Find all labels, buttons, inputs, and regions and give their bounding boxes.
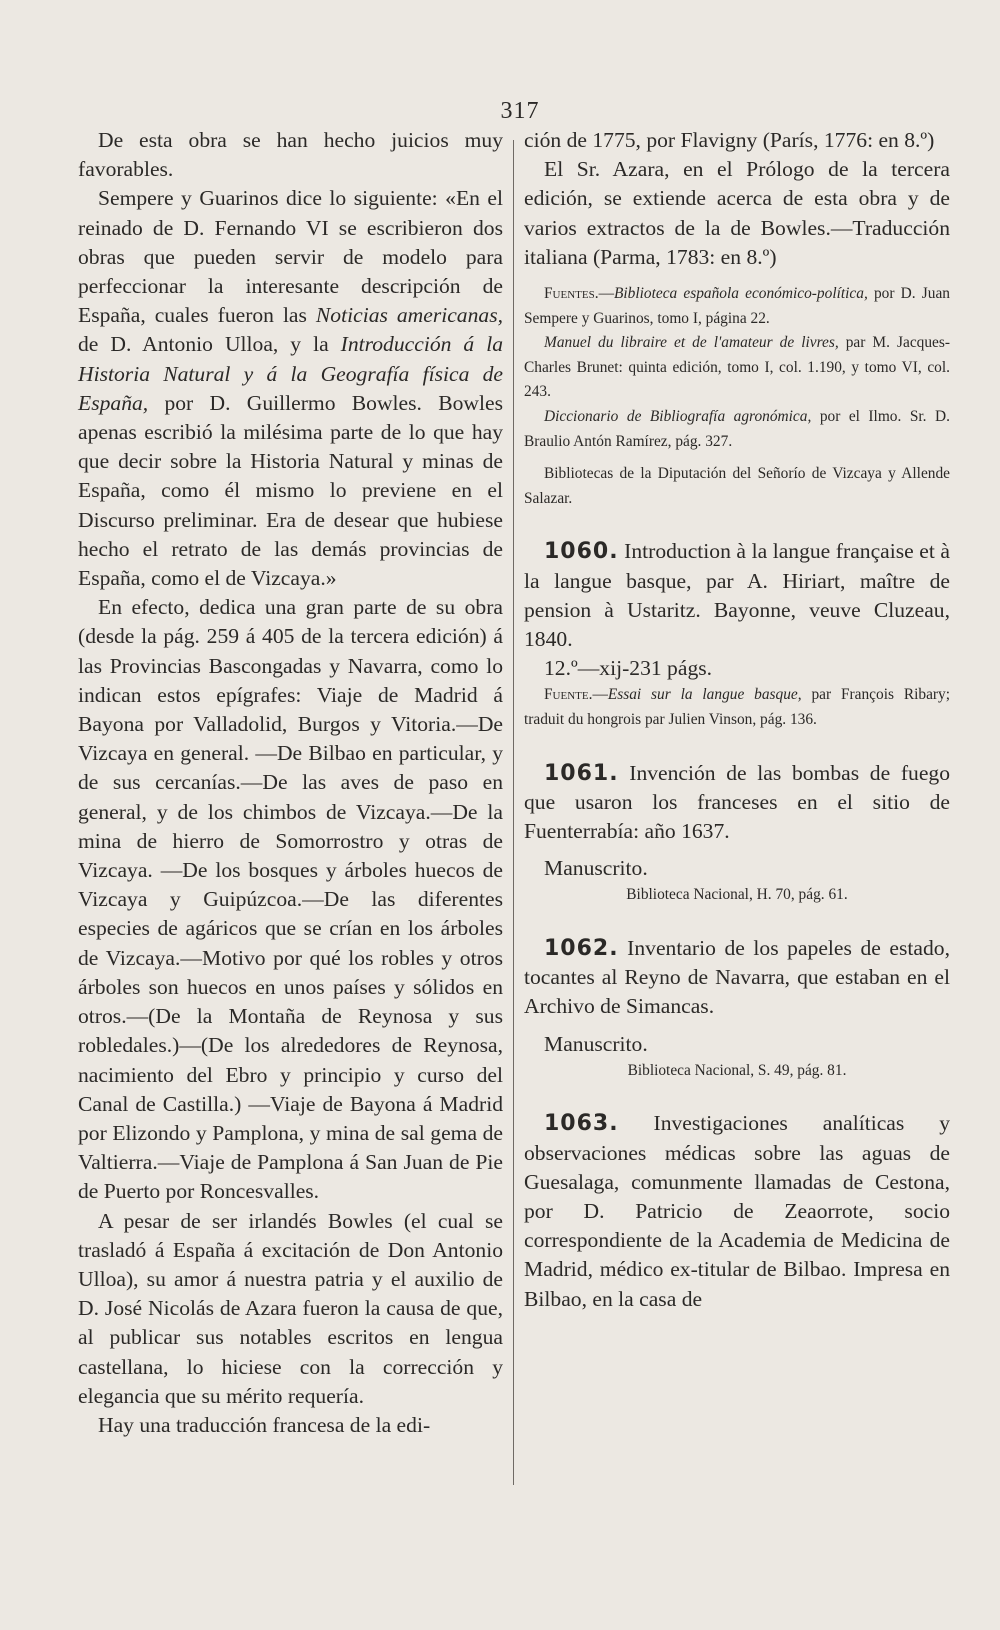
column-divider <box>513 140 514 1485</box>
entry-location: Biblioteca Nacional, H. 70, pág. 61. <box>626 886 848 904</box>
entry-1063 <box>524 1109 950 1313</box>
entry-format: 12.º—xij-231 págs. <box>544 656 713 681</box>
entry-number: 1063. <box>544 1111 619 1137</box>
entry-1061 <box>524 759 950 847</box>
source-2-detail: par M. Jacques-Charles Brunet: quinta edición, tomo I, col. 1.190, y tomo VI, col. 243. <box>524 334 950 401</box>
left-column <box>78 126 503 1440</box>
entry-title: Inventario de los papeles de estado, tocantes al Reyno de Navarra, que estaban en el Archivo de Simancas. <box>524 935 950 1019</box>
paragraph-epigrafes: En efecto, dedica una gran parte de su obra (desde la pág. 259 á 405 de la tercera edición) á las Provincias Bascongadas y Navarra, como lo indican estos epígrafes: Viaje de Madrid á Bayona por Valladolid, Burgos y Vitoria.—De Vizcaya en general. —De Bilbao en particular, y de sus cercanías.—De las aves de paso en general, y de los chimbos de Vizcaya.—De la mina de hierro de Somorrostro y otras de Vizcaya. —De los bosques y árboles huecos de Vizcaya y Guipúzcoa.—De las diferentes especies de agáricos que se crían en los árboles de Vizcaya.—Motivo por qué los robles y otros árboles son huecos en unos países y sólidos en otros.—(De la Montaña de Reynosa y sus robledales.)—(De los alrededores de Reynosa, nacimiento del Ebro y principio y curso del Canal de Castilla.) —Viaje de Bayona á Madrid por Elizondo y Pamplona, y mina de sal gema de Valtierra.—Viaje de Pamplona á San Juan de Pie de Puerto por Roncesvalles. <box>78 595 503 1204</box>
entry-title: Invención de las bombas de fuego que usaron los franceses en el sitio de Fuenterrabía: año 1637. <box>524 760 950 843</box>
source-2-title: Manuel du libraire et de l'amateur de livres, <box>544 334 839 352</box>
entry-1062 <box>524 934 950 1022</box>
entry-format: Manuscrito. <box>544 1031 648 1056</box>
right-column <box>524 126 950 1314</box>
libraries: Bibliotecas de la Diputación del Señorío de Vizcaya y Allende Salazar. <box>524 465 950 507</box>
sources-3 <box>524 405 950 454</box>
entry-format: Manuscrito. <box>544 856 648 881</box>
paragraph-sempere-quote <box>78 184 503 593</box>
sources-2 <box>524 331 950 405</box>
quote-end: por D. Guillermo Bowles. Bowles apenas escribió la milésima parte de lo que hay que decir sobre la Historia Natural y minas de España, como él mismo lo previene en el Discurso preliminar. Era de desear que hubiese hecho el retrato de las demás provincias de España, como el de Vizcaya.» <box>78 390 503 591</box>
title-noticias: Noticias americanas, <box>315 303 504 328</box>
azara-note: El Sr. Azara, en el Prólogo de la tercera edición, se extiende acerca de esta obra y de varios extractos de la de Bowles.—Traducción italiana (Parma, 1783: en 8.º) <box>524 157 950 269</box>
paragraph-translation: Hay una traducción francesa de la edi- <box>98 1412 431 1437</box>
entry-number: 1061. <box>544 760 619 786</box>
source-3-title: Diccionario de Bibliografía agronómica, <box>544 407 812 425</box>
title-introduccion: Introducción á la Historia Natural y á la Geografía física de España, <box>78 332 503 415</box>
entry-1060 <box>524 537 950 654</box>
entry-number: 1060. <box>544 539 619 565</box>
sources-label: Fuentes. <box>544 285 599 303</box>
paragraph-opinions: De esta obra se han hecho juicios muy favorables. <box>78 128 503 182</box>
continuation-text: ción de 1775, por Flavigny (París, 1776: en 8.º) <box>524 128 935 152</box>
quote-mid: de D. Antonio Ulloa, y la <box>78 332 341 357</box>
source-1-detail: por D. Juan Sempere y Guarinos, tomo I, página 22. <box>524 285 950 327</box>
entry-location: Biblioteca Nacional, S. 49, pág. 81. <box>627 1061 847 1079</box>
entry-number: 1062. <box>544 935 619 961</box>
source-detail: par François Ribary; traduit du hongrois par Julien Vinson, pág. 136. <box>524 686 950 728</box>
entry-source: Fuente.—Essai sur la langue basque, par François Ribary; traduit du hongrois par Julien Vinson, pág. 136. <box>524 686 950 728</box>
quote-start: Sempere y Guarinos dice lo siguiente: «En el reinado de D. Fernando VI se escribieron dos obras que pueden servir de modelo para perfeccionar la interesante descripción de España, cuales fueron las <box>78 186 503 328</box>
entry-title: Investigaciones analíticas y observaciones médicas sobre las aguas de Guesalaga, comunmente llamadas de Cestona, por D. Patricio de Zeaorrote, socio correspondiente de la Academia de Medicina de Madrid, médico ex-titular de Bilbao. Impresa en Bilbao, en la casa de <box>524 1111 950 1311</box>
source-3-detail: por el Ilmo. Sr. D. Braulio Antón Ramírez, pág. 327. <box>524 407 950 450</box>
source-label: Fuente. <box>544 686 593 704</box>
source-1-title: Biblioteca española económico-política, <box>613 285 868 303</box>
page-number: 317 <box>500 98 540 124</box>
sources-1: Fuentes.—Biblioteca española económico-política, por D. Juan Sempere y Guarinos, tomo I, página 22. <box>524 285 950 327</box>
source-title: Essai sur la langue basque, <box>607 686 802 704</box>
paragraph-bowles-irish: A pesar de ser irlandés Bowles (el cual se trasladó á España á excitación de Don Antonio Ulloa), su amor á nuestra patria y el auxilio de D. José Nicolás de Azara fueron la causa de que, al publicar sus notables escritos en lengua castellana, lo hiciese con la corrección y elegancia que su mérito requería. <box>78 1208 503 1408</box>
entry-title: Introduction à la langue française et à la langue basque, par A. Hiriart, maître de pension à Ustaritz. Bayonne, veuve Cluzeau, 1840. <box>524 539 950 651</box>
